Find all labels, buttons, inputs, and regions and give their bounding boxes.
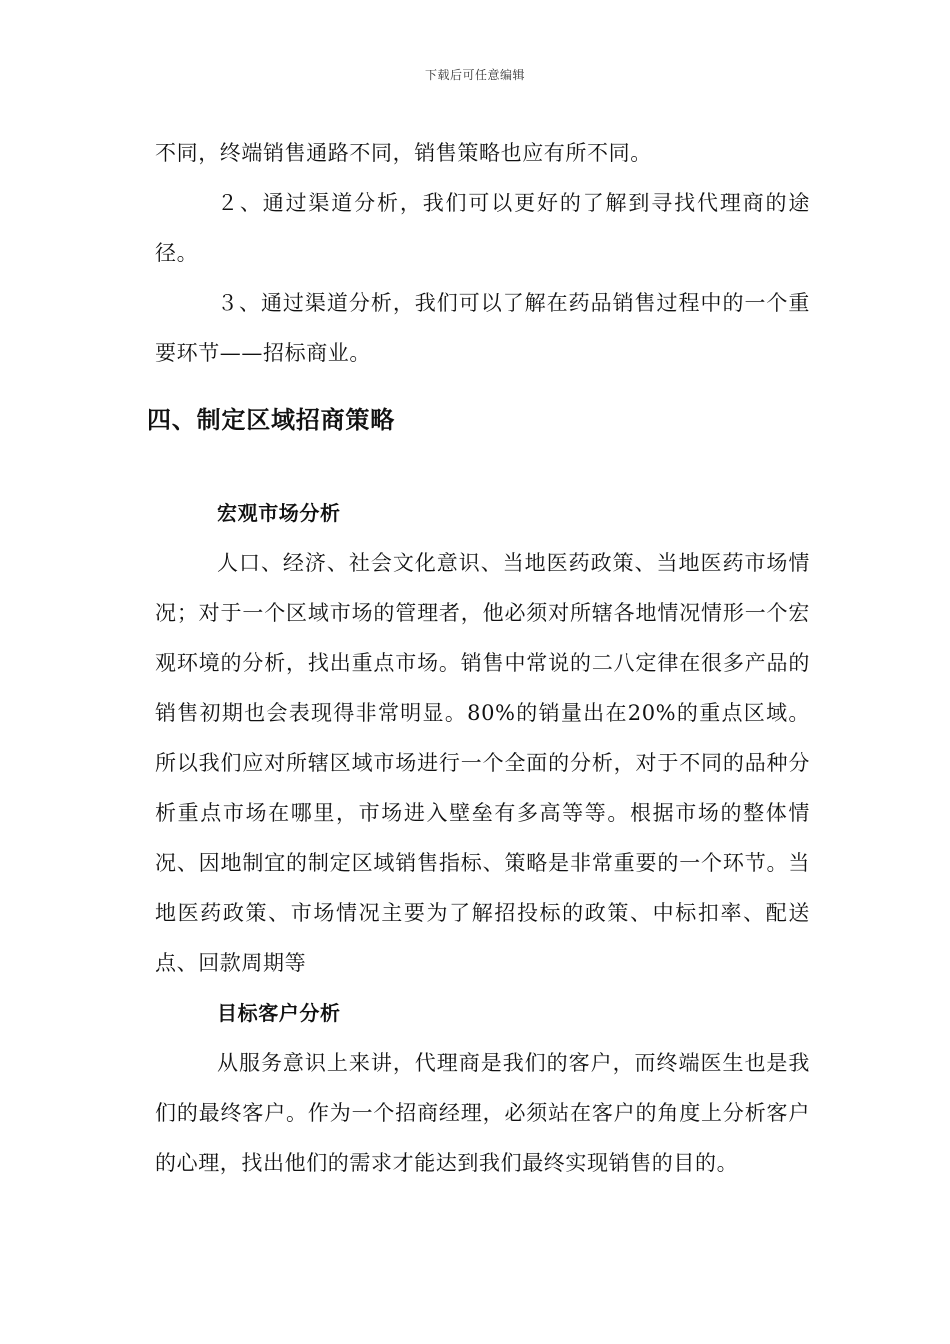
subheading-macro-market: 宏观市场分析 bbox=[217, 501, 341, 525]
document-body bbox=[147, 128, 810, 1188]
paragraph-channel-point-2: ２、通过渠道分析，我们可以更好的了解到寻找代理商的途径。 bbox=[155, 191, 810, 265]
paragraph-channel-continuation: 不同，终端销售通路不同，销售策略也应有所不同。 bbox=[155, 141, 652, 165]
paragraph-channel-point-3: ３、通过渠道分析，我们可以了解在药品销售过程中的一个重要环节——招标商业。 bbox=[155, 291, 810, 365]
subheading-target-customer: 目标客户分析 bbox=[217, 1001, 341, 1025]
paragraph-target-customer: 从服务意识上来讲，代理商是我们的客户，而终端医生也是我们的最终客户。作为一个招商经理，必须站在客户的角度上分析客户的心理，找出他们的需求才能达到我们最终实现销售的目的。 bbox=[155, 1051, 810, 1175]
page-header-note: 下载后可任意编辑 bbox=[424, 68, 525, 82]
section-spacer bbox=[155, 440, 810, 488]
paragraph-macro-market: 人口、经济、社会文化意识、当地医药政策、当地医药市场情况；对于一个区域市场的管理者，他必须对所辖各地情况情形一个宏观环境的分析，找出重点市场。销售中常说的二八定律在很多产品的销售初期也会表现得非常明显。80%的销量出在20%的重点区域。所以我们应对所辖区域市场进行一个全面的分析，对于不同的品种分析重点市场在哪里，市场进入壁垒有多高等等。根据市场的整体情况、因地制宜的制定区域销售指标、策略是非常重要的一个环节。当地医药政策、市场情况主要为了解招投标的政策、中标扣率、配送点、回款周期等 bbox=[155, 551, 810, 975]
section-heading: 四、制定区域招商策略 bbox=[147, 406, 395, 434]
